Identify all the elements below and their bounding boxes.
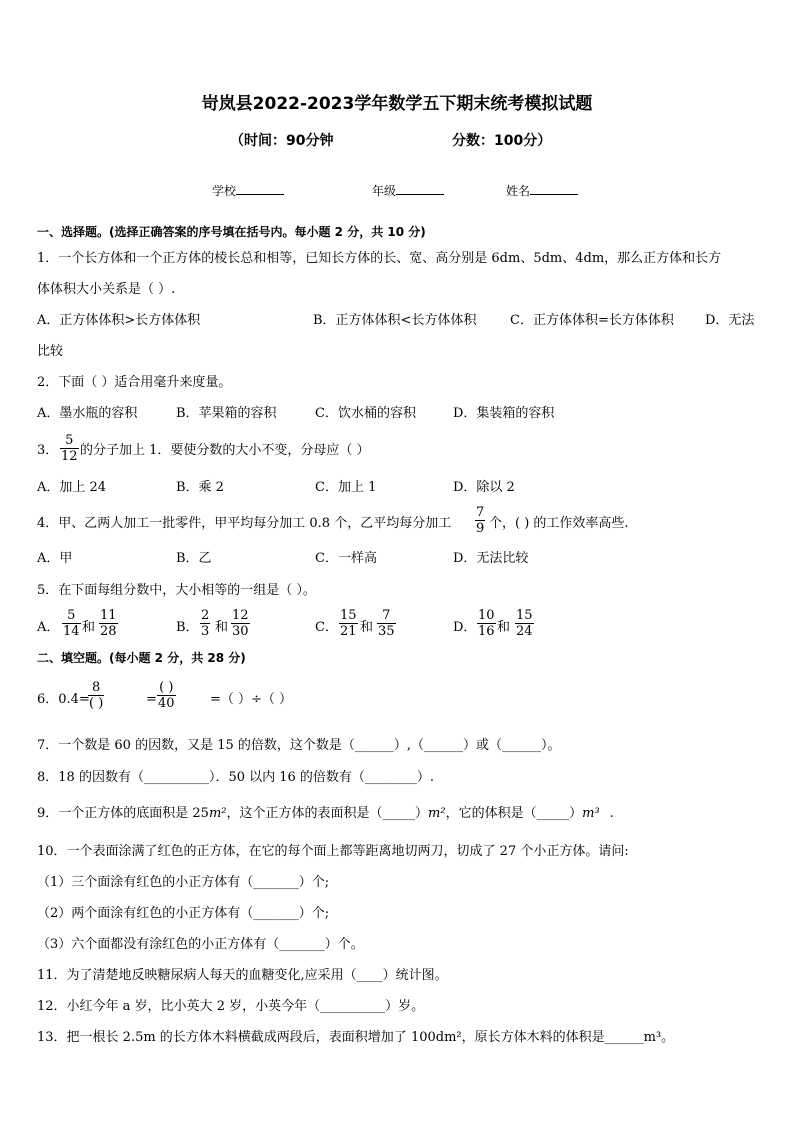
numerator: 10 xyxy=(478,608,495,623)
name-label: 姓名 xyxy=(506,184,531,198)
q5-text: 5．在下面每组分数中，大小相等的一组是（ ）。 xyxy=(37,583,316,598)
denominator: ( ) xyxy=(89,696,104,711)
numerator: 5 xyxy=(62,608,81,624)
q1-option-c: C．正方体体积=长方体体积 xyxy=(510,313,674,328)
q9-text xyxy=(37,806,614,822)
q1-text: 1．一个长方体和一个正方体的棱长总和相等，已知长方体的长、宽、高分别是 6dm、5dm、4dm，那么正方体和长方 xyxy=(37,251,722,266)
exam-score: 分数：100分） xyxy=(452,133,552,149)
numerator: ( ) xyxy=(157,680,176,696)
q9-unit-m2: m² xyxy=(208,806,227,821)
q5-option-a-fraction-2 xyxy=(99,608,118,639)
q5-option-b-fraction-2 xyxy=(231,608,250,639)
grade-label: 年级 xyxy=(372,184,397,198)
numerator: 12 xyxy=(232,608,249,623)
q4-option-d: D．无法比较 xyxy=(453,551,529,566)
q1-option-b: B．正方体体积<长方体体积 xyxy=(313,313,477,328)
q5-option-a-label: A． xyxy=(37,620,60,635)
q3-fraction-numerator: 5 xyxy=(60,433,79,449)
q3-fraction-denominator: 12 xyxy=(61,449,78,464)
q2-option-c: C．饮水桶的容积 xyxy=(315,406,416,421)
q5-option-c-fraction-2 xyxy=(377,608,396,639)
section-fill-heading: 二、填空题。(每小题 2 分，共 28 分) xyxy=(37,651,246,665)
section-choice-heading: 一、选择题。(选择正确答案的序号填在括号内。每小题 2 分，共 10 分) xyxy=(37,225,426,239)
q7-text: 7．一个数是 60 的因数，又是 15 的倍数，这个数是（______）,（______）或（______）。 xyxy=(37,738,561,753)
denominator: 16 xyxy=(478,624,495,639)
q9-unit-m3: m³ xyxy=(582,806,600,821)
q4-fraction-denominator: 9 xyxy=(476,521,485,536)
q9-part-3: ，它的体积是（_____） xyxy=(445,806,583,821)
exam-time: （时间：90分钟 xyxy=(230,133,334,149)
q5-option-a-and: 和 xyxy=(82,620,96,635)
denominator: 35 xyxy=(378,624,395,639)
q11-text: 11．为了清楚地反映糖尿病人每天的血糖变化,应采用（____）统计图。 xyxy=(37,968,448,983)
q1-option-d-cont: 比较 xyxy=(37,344,64,359)
numerator: 15 xyxy=(516,608,533,623)
name-field xyxy=(506,182,578,199)
q3-number: 3． xyxy=(37,443,59,458)
q4-option-a: A．甲 xyxy=(37,551,73,566)
q5-option-c-fraction-1 xyxy=(339,608,358,639)
q4-option-b: B．乙 xyxy=(176,551,212,566)
denominator: 14 xyxy=(63,624,80,639)
q5-option-d-and: 和 xyxy=(497,620,511,635)
q4-text: 4．甲、乙两人加工一批零件，甲平均每分加工 0.8 个，乙平均每分加工 xyxy=(37,516,452,531)
q4-option-c: C．一样高 xyxy=(315,551,377,566)
q2-option-a: A．墨水瓶的容积 xyxy=(37,406,138,421)
q1-option-d: D．无法 xyxy=(705,313,755,328)
school-field xyxy=(212,182,284,199)
numerator: 15 xyxy=(340,608,357,623)
q12-text: 12．小红今年 a 岁，比小英大 2 岁，小英今年（__________）岁。 xyxy=(37,999,425,1014)
q2-option-d: D．集装箱的容积 xyxy=(453,406,555,421)
q5-option-d-fraction-2 xyxy=(515,608,534,639)
q9-part-1: 9．一个正方体的底面积是 25 xyxy=(37,806,209,821)
q3-text: 的分子加上 1．要使分数的大小不变，分母应（ ） xyxy=(80,443,370,458)
numerator: 2 xyxy=(201,608,210,623)
q2-option-b: B．苹果箱的容积 xyxy=(176,406,277,421)
q2-text: 2．下面（ ）适合用毫升来度量。 xyxy=(37,375,232,390)
denominator: 28 xyxy=(100,624,117,639)
q1-option-a: A．正方体体积>长方体体积 xyxy=(37,313,201,328)
q3-fraction xyxy=(60,433,79,464)
q13-text: 13．把一根长 2.5m 的长方体木料横截成两段后，表面积增加了 100dm²，原长方体木料的体积是______m³。 xyxy=(37,1030,675,1045)
q10-text: 10．一个表面涂满了红色的正方体，在它的每个面上都等距离地切两刀，切成了 27 个小正方体。请问: xyxy=(37,844,629,859)
q3-option-c: C．加上 1 xyxy=(315,480,377,495)
q6-equals: = xyxy=(146,692,157,707)
q4-text-tail: 个，( ) 的工作效率高些. xyxy=(489,516,629,531)
q5-option-d-fraction-1 xyxy=(477,608,496,639)
denominator: 3 xyxy=(201,624,210,639)
q4-fraction-numerator: 7 xyxy=(476,505,485,520)
q10-sub-1: （1）三个面涂有红色的小正方体有（_______）个; xyxy=(37,875,330,890)
q5-option-c-label: C． xyxy=(315,620,338,635)
q10-sub-3: （3）六个面都没有涂红色的小正方体有（_______）个。 xyxy=(37,937,364,952)
denominator: 21 xyxy=(340,624,357,639)
numerator: 8 xyxy=(88,680,104,696)
q5-option-a-fraction-1 xyxy=(62,608,81,639)
q3-option-a: A．加上 24 xyxy=(37,480,107,495)
q6-fraction-2 xyxy=(157,680,176,711)
q6-number: 6．0.4= xyxy=(37,692,90,707)
q9-end: . xyxy=(609,806,614,821)
q3-option-d: D．除以 2 xyxy=(453,480,515,495)
q4-fraction xyxy=(475,505,485,536)
numerator: 7 xyxy=(377,608,396,624)
q8-text: 8．18 的因数有（__________）．50 以内 16 的倍数有（________）. xyxy=(37,770,435,785)
numerator: 11 xyxy=(100,608,117,623)
exam-title: 岢岚县2022-2023学年数学五下期末统考模拟试题 xyxy=(201,94,593,114)
q5-option-b-fraction-1 xyxy=(200,608,210,639)
q1-text-cont: 体体积大小关系是（ ）. xyxy=(37,282,176,297)
denominator: 24 xyxy=(516,624,533,639)
q3-option-b: B．乘 2 xyxy=(176,480,224,495)
q6-fraction-1 xyxy=(88,680,104,711)
q9-unit-m2-b: m² xyxy=(428,806,446,821)
q10-sub-2: （2）两个面涂有红色的小正方体有（_______）个; xyxy=(37,906,330,921)
q5-option-b-and: 和 xyxy=(215,620,229,635)
q6-text-tail: =（ ）÷（ ） xyxy=(210,692,293,707)
q5-option-d-label: D． xyxy=(453,620,477,635)
grade-field xyxy=(372,182,444,199)
denominator: 40 xyxy=(158,696,175,711)
denominator: 30 xyxy=(232,624,249,639)
q5-option-c-and: 和 xyxy=(360,620,374,635)
q5-option-b-label: B． xyxy=(176,620,199,635)
school-label: 学校 xyxy=(212,184,237,198)
q9-part-2: ，这个正方体的表面积是（_____） xyxy=(226,806,429,821)
